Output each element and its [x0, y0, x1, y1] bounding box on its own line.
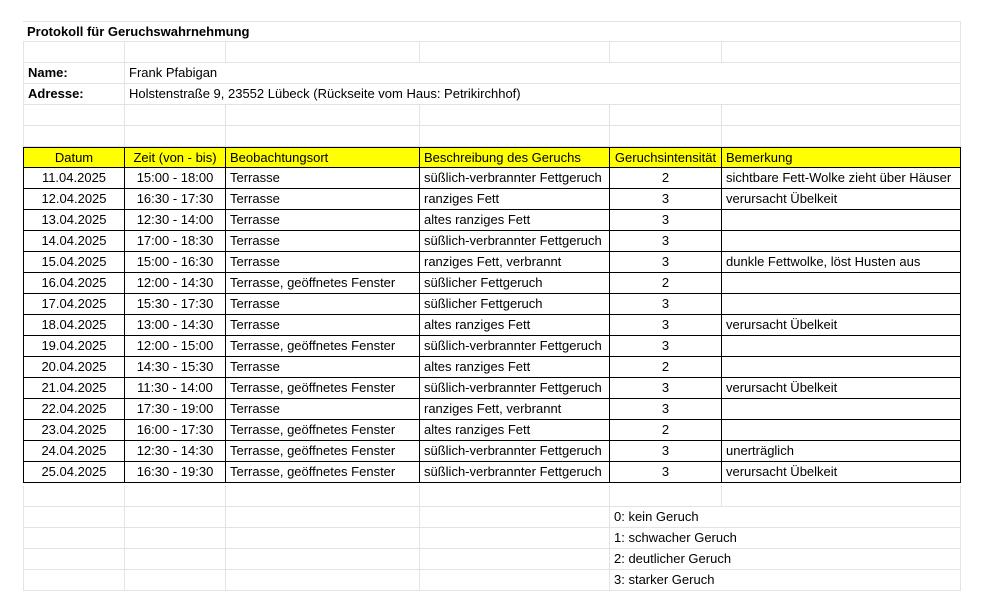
cell-bemerkung[interactable]: [722, 273, 961, 294]
cell-ort[interactable]: Terrasse: [226, 231, 420, 252]
empty-cell[interactable]: [226, 507, 420, 528]
cell-intensitaet[interactable]: 3: [610, 315, 722, 336]
table-row: [23, 273, 961, 294]
cell-ort[interactable]: Terrasse: [226, 252, 420, 273]
cell-beschreibung[interactable]: süßlich-verbrannter Fettgeruch: [420, 168, 610, 189]
cell-beschreibung[interactable]: süßlich-verbrannter Fettgeruch: [420, 378, 610, 399]
empty-cell[interactable]: [610, 486, 722, 507]
cell-intensitaet[interactable]: 3: [610, 462, 722, 483]
cell-ort[interactable]: Terrasse: [226, 294, 420, 315]
cell-zeit[interactable]: 12:30 - 14:00: [125, 210, 226, 231]
address-value[interactable]: Holstenstraße 9, 23552 Lübeck (Rückseite vom Haus: Petrikirchhof): [125, 84, 961, 105]
cell-ort[interactable]: Terrasse: [226, 357, 420, 378]
cell-datum[interactable]: 16.04.2025: [23, 273, 125, 294]
cell-beschreibung[interactable]: süßlicher Fettgeruch: [420, 273, 610, 294]
cell-ort[interactable]: Terrasse, geöffnetes Fenster: [226, 378, 420, 399]
empty-cell[interactable]: [420, 528, 610, 549]
cell-datum[interactable]: 17.04.2025: [23, 294, 125, 315]
empty-cell[interactable]: [722, 105, 961, 126]
cell-zeit[interactable]: 15:30 - 17:30: [125, 294, 226, 315]
cell-bemerkung[interactable]: verursacht Übelkeit: [722, 315, 961, 336]
cell-datum[interactable]: 22.04.2025: [23, 399, 125, 420]
empty-cell[interactable]: [23, 570, 125, 591]
cell-beschreibung[interactable]: süßlich-verbrannter Fettgeruch: [420, 336, 610, 357]
table-row: [23, 294, 961, 315]
cell-zeit[interactable]: 15:00 - 16:30: [125, 252, 226, 273]
cell-zeit[interactable]: 12:00 - 14:30: [125, 273, 226, 294]
cell-bemerkung[interactable]: [722, 357, 961, 378]
legend-row: [23, 549, 961, 570]
cell-zeit[interactable]: 17:00 - 18:30: [125, 231, 226, 252]
cell-ort[interactable]: Terrasse: [226, 168, 420, 189]
legend-row: [23, 507, 961, 528]
cell-datum[interactable]: 21.04.2025: [23, 378, 125, 399]
cell-ort[interactable]: Terrasse: [226, 189, 420, 210]
cell-datum[interactable]: 25.04.2025: [23, 462, 125, 483]
cell-beschreibung[interactable]: ranziges Fett, verbrannt: [420, 252, 610, 273]
cell-beschreibung[interactable]: altes ranziges Fett: [420, 420, 610, 441]
cell-intensitaet[interactable]: 3: [610, 378, 722, 399]
table-row: [23, 189, 961, 210]
cell-ort[interactable]: Terrasse, geöffnetes Fenster: [226, 336, 420, 357]
empty-cell[interactable]: [23, 42, 125, 63]
cell-zeit[interactable]: 13:00 - 14:30: [125, 315, 226, 336]
cell-bemerkung[interactable]: [722, 399, 961, 420]
cell-zeit[interactable]: 12:00 - 15:00: [125, 336, 226, 357]
empty-cell[interactable]: [226, 486, 420, 507]
cell-ort[interactable]: Terrasse: [226, 315, 420, 336]
empty-row: [23, 42, 961, 63]
empty-row: [23, 126, 961, 147]
table-row: [23, 357, 961, 378]
legend-row: [23, 570, 961, 591]
cell-ort[interactable]: Terrasse, geöffnetes Fenster: [226, 273, 420, 294]
cell-beschreibung[interactable]: süßlicher Fettgeruch: [420, 294, 610, 315]
table-header-row: [23, 147, 961, 168]
cell-zeit[interactable]: 14:30 - 15:30: [125, 357, 226, 378]
empty-cell[interactable]: [610, 42, 722, 63]
empty-cell[interactable]: [420, 42, 610, 63]
cell-intensitaet[interactable]: 2: [610, 357, 722, 378]
empty-cell[interactable]: [420, 486, 610, 507]
header-intensitaet[interactable]: Geruchsintensität: [610, 147, 722, 168]
cell-intensitaet[interactable]: 3: [610, 252, 722, 273]
empty-row: [23, 486, 961, 507]
legend-item[interactable]: 2: deutlicher Geruch: [610, 549, 961, 570]
table-row: [23, 168, 961, 189]
cell-beschreibung[interactable]: altes ranziges Fett: [420, 210, 610, 231]
cell-beschreibung[interactable]: ranziges Fett, verbrannt: [420, 399, 610, 420]
cell-beschreibung[interactable]: altes ranziges Fett: [420, 357, 610, 378]
empty-row: [23, 105, 961, 126]
cell-bemerkung[interactable]: [722, 420, 961, 441]
table-row: [23, 315, 961, 336]
empty-cell[interactable]: [610, 126, 722, 147]
cell-datum[interactable]: 24.04.2025: [23, 441, 125, 462]
cell-beschreibung[interactable]: süßlich-verbrannter Fettgeruch: [420, 231, 610, 252]
cell-datum[interactable]: 14.04.2025: [23, 231, 125, 252]
header-bemerkung[interactable]: Bemerkung: [722, 147, 961, 168]
empty-cell[interactable]: [420, 549, 610, 570]
empty-cell[interactable]: [125, 507, 226, 528]
cell-ort[interactable]: Terrasse: [226, 399, 420, 420]
table-row: [23, 441, 961, 462]
empty-cell[interactable]: [722, 42, 961, 63]
empty-cell[interactable]: [226, 105, 420, 126]
empty-cell[interactable]: [420, 105, 610, 126]
table-row: [23, 399, 961, 420]
empty-cell[interactable]: [420, 507, 610, 528]
name-label[interactable]: Name:: [23, 63, 125, 84]
empty-cell[interactable]: [125, 126, 226, 147]
legend-item[interactable]: 0: kein Geruch: [610, 507, 961, 528]
cell-datum[interactable]: 11.04.2025: [23, 168, 125, 189]
empty-cell[interactable]: [610, 105, 722, 126]
empty-cell[interactable]: [226, 528, 420, 549]
cell-ort[interactable]: Terrasse: [226, 210, 420, 231]
cell-intensitaet[interactable]: 3: [610, 336, 722, 357]
empty-cell[interactable]: [23, 507, 125, 528]
cell-intensitaet[interactable]: 2: [610, 273, 722, 294]
header-beschreibung[interactable]: Beschreibung des Geruchs: [420, 147, 610, 168]
empty-cell[interactable]: [125, 42, 226, 63]
cell-intensitaet[interactable]: 2: [610, 420, 722, 441]
cell-zeit[interactable]: 16:30 - 17:30: [125, 189, 226, 210]
empty-cell[interactable]: [23, 105, 125, 126]
cell-intensitaet[interactable]: 3: [610, 294, 722, 315]
cell-bemerkung[interactable]: verursacht Übelkeit: [722, 378, 961, 399]
cell-beschreibung[interactable]: süßlich-verbrannter Fettgeruch: [420, 441, 610, 462]
cell-intensitaet[interactable]: 3: [610, 231, 722, 252]
cell-intensitaet[interactable]: 3: [610, 441, 722, 462]
table-row: [23, 378, 961, 399]
cell-bemerkung[interactable]: verursacht Übelkeit: [722, 462, 961, 483]
header-beobachtungsort[interactable]: Beobachtungsort: [226, 147, 420, 168]
legend-item[interactable]: 3: starker Geruch: [610, 570, 961, 591]
title-row: [23, 21, 961, 42]
empty-cell[interactable]: [226, 549, 420, 570]
address-label[interactable]: Adresse:: [23, 84, 125, 105]
sheet-title[interactable]: Protokoll für Geruchswahrnehmung: [23, 21, 961, 42]
empty-cell[interactable]: [226, 570, 420, 591]
cell-intensitaet[interactable]: 3: [610, 189, 722, 210]
empty-cell[interactable]: [125, 570, 226, 591]
cell-ort[interactable]: Terrasse, geöffnetes Fenster: [226, 462, 420, 483]
empty-cell[interactable]: [23, 126, 125, 147]
cell-intensitaet[interactable]: 2: [610, 168, 722, 189]
cell-bemerkung[interactable]: unerträglich: [722, 441, 961, 462]
cell-datum[interactable]: 23.04.2025: [23, 420, 125, 441]
cell-datum[interactable]: 15.04.2025: [23, 252, 125, 273]
table-row: [23, 231, 961, 252]
cell-datum[interactable]: 13.04.2025: [23, 210, 125, 231]
cell-bemerkung[interactable]: [722, 336, 961, 357]
empty-cell[interactable]: [23, 549, 125, 570]
cell-datum[interactable]: 12.04.2025: [23, 189, 125, 210]
cell-bemerkung[interactable]: sichtbare Fett-Wolke zieht über Häuser: [722, 168, 961, 189]
empty-cell[interactable]: [125, 528, 226, 549]
cell-zeit[interactable]: 11:30 - 14:00: [125, 378, 226, 399]
empty-cell[interactable]: [722, 126, 961, 147]
cell-ort[interactable]: Terrasse, geöffnetes Fenster: [226, 420, 420, 441]
empty-cell[interactable]: [125, 105, 226, 126]
empty-cell[interactable]: [125, 486, 226, 507]
cell-beschreibung[interactable]: altes ranziges Fett: [420, 315, 610, 336]
cell-bemerkung[interactable]: dunkle Fettwolke, löst Husten aus: [722, 252, 961, 273]
cell-beschreibung[interactable]: süßlich-verbrannter Fettgeruch: [420, 462, 610, 483]
cell-ort[interactable]: Terrasse, geöffnetes Fenster: [226, 441, 420, 462]
cell-datum[interactable]: 20.04.2025: [23, 357, 125, 378]
empty-cell[interactable]: [420, 126, 610, 147]
cell-zeit[interactable]: 17:30 - 19:00: [125, 399, 226, 420]
empty-cell[interactable]: [23, 486, 125, 507]
cell-datum[interactable]: 19.04.2025: [23, 336, 125, 357]
cell-bemerkung[interactable]: [722, 210, 961, 231]
empty-cell[interactable]: [23, 528, 125, 549]
cell-zeit[interactable]: 12:30 - 14:30: [125, 441, 226, 462]
empty-cell[interactable]: [125, 549, 226, 570]
cell-zeit[interactable]: 15:00 - 18:00: [125, 168, 226, 189]
cell-intensitaet[interactable]: 3: [610, 210, 722, 231]
legend-item[interactable]: 1: schwacher Geruch: [610, 528, 961, 549]
table-row: [23, 462, 961, 483]
header-datum[interactable]: Datum: [23, 147, 125, 168]
name-row: [23, 63, 961, 84]
table-row: [23, 252, 961, 273]
cell-datum[interactable]: 18.04.2025: [23, 315, 125, 336]
empty-cell[interactable]: [226, 42, 420, 63]
header-zeit[interactable]: Zeit (von - bis): [125, 147, 226, 168]
cell-bemerkung[interactable]: [722, 294, 961, 315]
empty-cell[interactable]: [420, 570, 610, 591]
name-value[interactable]: Frank Pfabigan: [125, 63, 961, 84]
table-row: [23, 420, 961, 441]
empty-cell[interactable]: [722, 486, 961, 507]
cell-beschreibung[interactable]: ranziges Fett: [420, 189, 610, 210]
legend-row: [23, 528, 961, 549]
empty-cell[interactable]: [226, 126, 420, 147]
cell-bemerkung[interactable]: [722, 231, 961, 252]
cell-zeit[interactable]: 16:00 - 17:30: [125, 420, 226, 441]
cell-bemerkung[interactable]: verursacht Übelkeit: [722, 189, 961, 210]
table-row: [23, 336, 961, 357]
address-row: [23, 84, 961, 105]
cell-zeit[interactable]: 16:30 - 19:30: [125, 462, 226, 483]
cell-intensitaet[interactable]: 3: [610, 399, 722, 420]
table-row: [23, 210, 961, 231]
